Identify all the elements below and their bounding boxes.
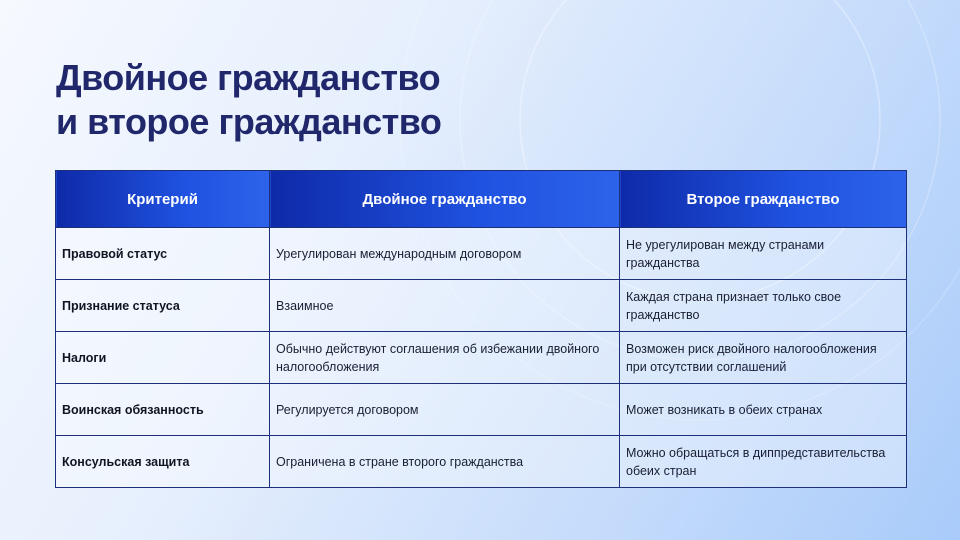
criterion-cell: Консульская защита [56, 436, 270, 488]
table-row [56, 280, 907, 332]
second-cell: Возможен риск двойного налогообложения при отсутствии соглашений [620, 332, 907, 384]
dual-cell: Обычно действуют соглашения об избежании двойного налогообложения [270, 332, 620, 384]
slide-title [56, 56, 441, 144]
criterion-cell: Правовой статус [56, 228, 270, 280]
comparison-table [55, 170, 907, 488]
dual-cell: Ограничена в стране второго гражданства [270, 436, 620, 488]
slide-title-line-1: Двойное гражданство [56, 57, 441, 98]
header-dual-citizenship: Двойное гражданство [270, 171, 620, 228]
slide-title-line-2: и второе гражданство [56, 101, 442, 142]
dual-cell: Взаимное [270, 280, 620, 332]
header-criterion: Критерий [56, 171, 270, 228]
criterion-cell: Признание статуса [56, 280, 270, 332]
table-row [56, 228, 907, 280]
table-row [56, 384, 907, 436]
second-cell: Каждая страна признает только свое гражданство [620, 280, 907, 332]
table-header-row [56, 171, 907, 228]
table-row [56, 436, 907, 488]
criterion-cell: Воинская обязанность [56, 384, 270, 436]
second-cell: Можно обращаться в диппредставительства обеих стран [620, 436, 907, 488]
dual-cell: Урегулирован международным договором [270, 228, 620, 280]
criterion-cell: Налоги [56, 332, 270, 384]
second-cell: Может возникать в обеих странах [620, 384, 907, 436]
dual-cell: Регулируется договором [270, 384, 620, 436]
second-cell: Не урегулирован между странами гражданства [620, 228, 907, 280]
header-second-citizenship: Второе гражданство [620, 171, 907, 228]
table-row [56, 332, 907, 384]
